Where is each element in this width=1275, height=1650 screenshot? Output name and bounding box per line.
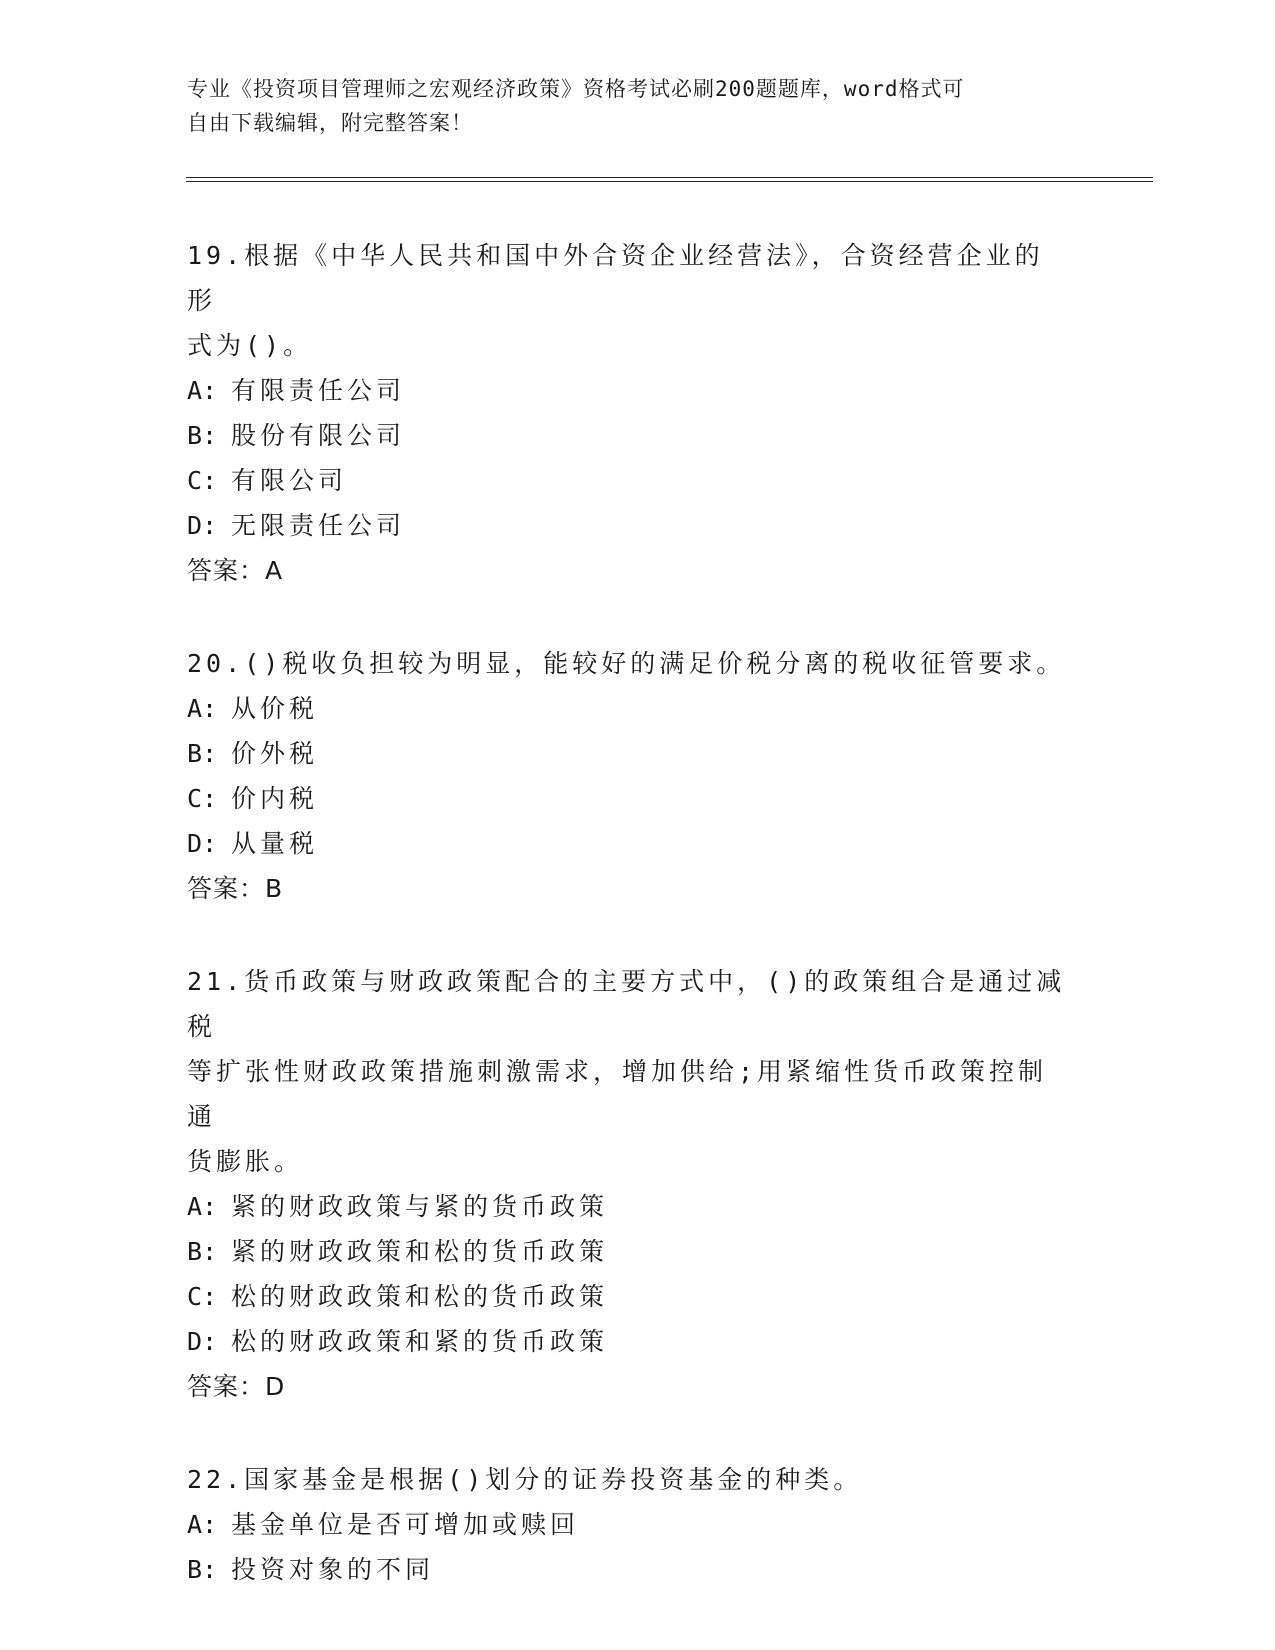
answer-line: 答案：D bbox=[187, 1372, 286, 1401]
option-a bbox=[187, 1184, 1067, 1229]
option-letter: D: bbox=[187, 1327, 218, 1356]
option-letter: B: bbox=[187, 1555, 218, 1584]
option-letter: A: bbox=[187, 1192, 218, 1221]
option-b bbox=[187, 1547, 1067, 1592]
option-c bbox=[187, 458, 1067, 503]
question-19 bbox=[187, 233, 1067, 593]
question-stem-line: 20.()税收负担较为明显，能较好的满足价税分离的税收征管要求。 bbox=[187, 649, 1066, 678]
option-text: 从量税 bbox=[231, 829, 319, 858]
question-21 bbox=[187, 959, 1067, 1409]
option-text: 基金单位是否可增加或赎回 bbox=[231, 1510, 580, 1539]
question-stem-line: 19.根据《中华人民共和国中外合资企业经营法》，合资经营企业的形 bbox=[187, 241, 1044, 315]
document-header bbox=[187, 72, 1067, 140]
option-text: 无限责任公司 bbox=[231, 511, 406, 540]
option-letter: A: bbox=[187, 1510, 218, 1539]
option-text: 价外税 bbox=[231, 739, 319, 768]
option-letter: B: bbox=[187, 421, 218, 450]
option-d bbox=[187, 821, 1067, 866]
option-c bbox=[187, 776, 1067, 821]
option-text: 有限责任公司 bbox=[231, 376, 406, 405]
option-d bbox=[187, 1319, 1067, 1364]
option-letter: C: bbox=[187, 784, 218, 813]
answer-line: 答案：A bbox=[187, 556, 284, 585]
question-stem-line: 22.国家基金是根据()划分的证券投资基金的种类。 bbox=[187, 1465, 863, 1494]
option-letter: C: bbox=[187, 1282, 218, 1311]
option-letter: C: bbox=[187, 466, 218, 495]
question-stem-line: 等扩张性财政政策措施刺激需求，增加供给;用紧缩性货币政策控制通 bbox=[187, 1057, 1048, 1131]
option-text: 松的财政政策和紧的货币政策 bbox=[231, 1327, 609, 1356]
option-text: 紧的财政政策与紧的货币政策 bbox=[231, 1192, 609, 1221]
option-d bbox=[187, 503, 1067, 548]
option-b bbox=[187, 731, 1067, 776]
header-double-rule bbox=[186, 177, 1153, 182]
option-letter: B: bbox=[187, 1237, 218, 1266]
option-a bbox=[187, 368, 1067, 413]
option-letter: D: bbox=[187, 829, 218, 858]
question-stem-line: 21.货币政策与财政政策配合的主要方式中，()的政策组合是通过减税 bbox=[187, 967, 1066, 1041]
option-letter: D: bbox=[187, 511, 218, 540]
option-text: 投资对象的不同 bbox=[231, 1555, 435, 1584]
option-letter: A: bbox=[187, 376, 218, 405]
option-text: 有限公司 bbox=[231, 466, 348, 495]
header-line-2: 自由下载编辑，附完整答案！ bbox=[187, 111, 473, 135]
option-letter: A: bbox=[187, 694, 218, 723]
answer-line: 答案：B bbox=[187, 874, 284, 903]
document-page bbox=[187, 0, 1152, 1650]
question-22 bbox=[187, 1457, 1067, 1592]
option-text: 从价税 bbox=[231, 694, 319, 723]
option-text: 松的财政政策和松的货币政策 bbox=[231, 1282, 609, 1311]
option-text: 紧的财政政策和松的货币政策 bbox=[231, 1237, 609, 1266]
option-a bbox=[187, 686, 1067, 731]
option-b bbox=[187, 413, 1067, 458]
header-line-1: 专业《投资项目管理师之宏观经济政策》资格考试必刷200题题库，word格式可 bbox=[187, 77, 965, 101]
question-list bbox=[187, 233, 1067, 1640]
question-stem-line: 货膨胀。 bbox=[187, 1147, 304, 1176]
option-b bbox=[187, 1229, 1067, 1274]
option-a bbox=[187, 1502, 1067, 1547]
question-20 bbox=[187, 641, 1067, 911]
option-text: 股份有限公司 bbox=[231, 421, 406, 450]
option-text: 价内税 bbox=[231, 784, 319, 813]
option-letter: B: bbox=[187, 739, 218, 768]
question-stem-line: 式为()。 bbox=[187, 331, 313, 360]
option-c bbox=[187, 1274, 1067, 1319]
